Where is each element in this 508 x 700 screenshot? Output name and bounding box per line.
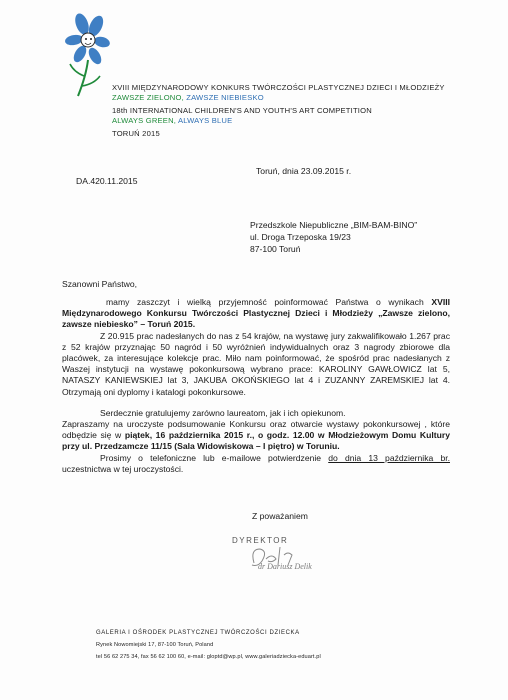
recipient-line-2: ul. Droga Trzeposka 19/23	[250, 232, 351, 242]
recipient-line-1: Przedszkole Niepubliczne „BIM-BAM-BINO”	[250, 220, 418, 230]
handwritten-signature-icon	[232, 537, 352, 577]
paragraph-statistics: Z 20.915 prac nadesłanych do nas z 54 krajów, na wystawę jury zakwalifikowało 1.267 prac z 52 krajów przyznając 50 nagród i 50 wyróżnień indywidualnych oraz 3 nagrody zbiorowe dla placówek, za interesujące kolekcje prac. Miło nam poinformować, że spośród prac nadesłanych z Waszej instytucji na wystawę pokonkursową wybrano prace: KAROLINY GAWŁOWICZ lat 5, NATASZY KANIEWSKIEJ lat 3, JAKUBA OKOŃSKIEGO lat 4 i ZUZANNY ZAREMSKIEJ lat 4. Otrzymają oni dyplomy i katalogi pokonkursowe.	[62, 330, 450, 397]
signature-title: DYREKTOR	[232, 536, 289, 545]
slogan-pl: ZAWSZE ZIELONO, ZAWSZE NIEBIESKO	[112, 93, 264, 102]
city-year: TORUŃ 2015	[112, 129, 160, 138]
flower-child-logo-icon	[64, 10, 110, 102]
paragraph-invitation: Zapraszamy na uroczyste podsumowanie Konkursu oraz otwarcie wystawy pokonkursowej , które odbędzie się w piątek, 16 października 2015 r., o godz. 12.00 w Młodzieżowym Domu Kultury przy ul. Przedzamcze 11/15 (Sala Widowiskowa – I piętro) w Toruniu.	[62, 419, 450, 452]
signature-name: dr Dariusz Delik	[258, 562, 312, 571]
paragraph-confirmation: Prosimy o telefoniczne lub e-mailowe potwierdzenie do dnia 13 października br. uczestnictwa w tej uroczystości.	[62, 452, 450, 474]
slogan-en: ALWAYS GREEN, ALWAYS BLUE	[112, 116, 233, 125]
footer-organization: GALERIA I OŚRODEK PLASTYCZNEJ TWÓRCZOŚCI DZIECKA	[96, 630, 300, 636]
competition-title-pl: XVIII MIĘDZYNARODOWY KONKURS TWÓRCZOŚCI PLASTYCZNEJ DZIECI I MŁODZIEŻY	[112, 83, 445, 92]
paragraph-congratulations: Serdecznie gratulujemy zarówno laureatom, jak i ich opiekunom.	[100, 407, 346, 418]
recipient-line-3: 87-100 Toruń	[250, 244, 301, 254]
closing: Z poważaniem	[252, 511, 308, 521]
reference-number: DA.420.11.2015	[76, 176, 138, 186]
footer-contact: tel 56 62 275 34, fax 56 62 100 60, e-mail: gloptd@wp.pl, www.galeriadziecka-eduart.pl	[96, 654, 321, 660]
footer-address: Rynek Nowomiejski 17, 87-100 Toruń, Poland	[96, 642, 214, 648]
paragraph-results: mamy zaszczyt i wielką przyjemność poinformować Państwa o wynikach XVIII Międzynarodowego Konkursu Twórczości Plastycznej Dzieci i Młodzieży „Zawsze zielono, zawsze niebiesko” – Toruń 2015.	[62, 297, 450, 330]
place-date: Toruń, dnia 23.09.2015 r.	[256, 166, 352, 176]
competition-title-en: 18th INTERNATIONAL CHILDREN'S AND YOUTH'S ART COMPETITION	[112, 106, 372, 115]
letter-body	[62, 297, 450, 475]
salutation: Szanowni Państwo,	[62, 279, 137, 289]
